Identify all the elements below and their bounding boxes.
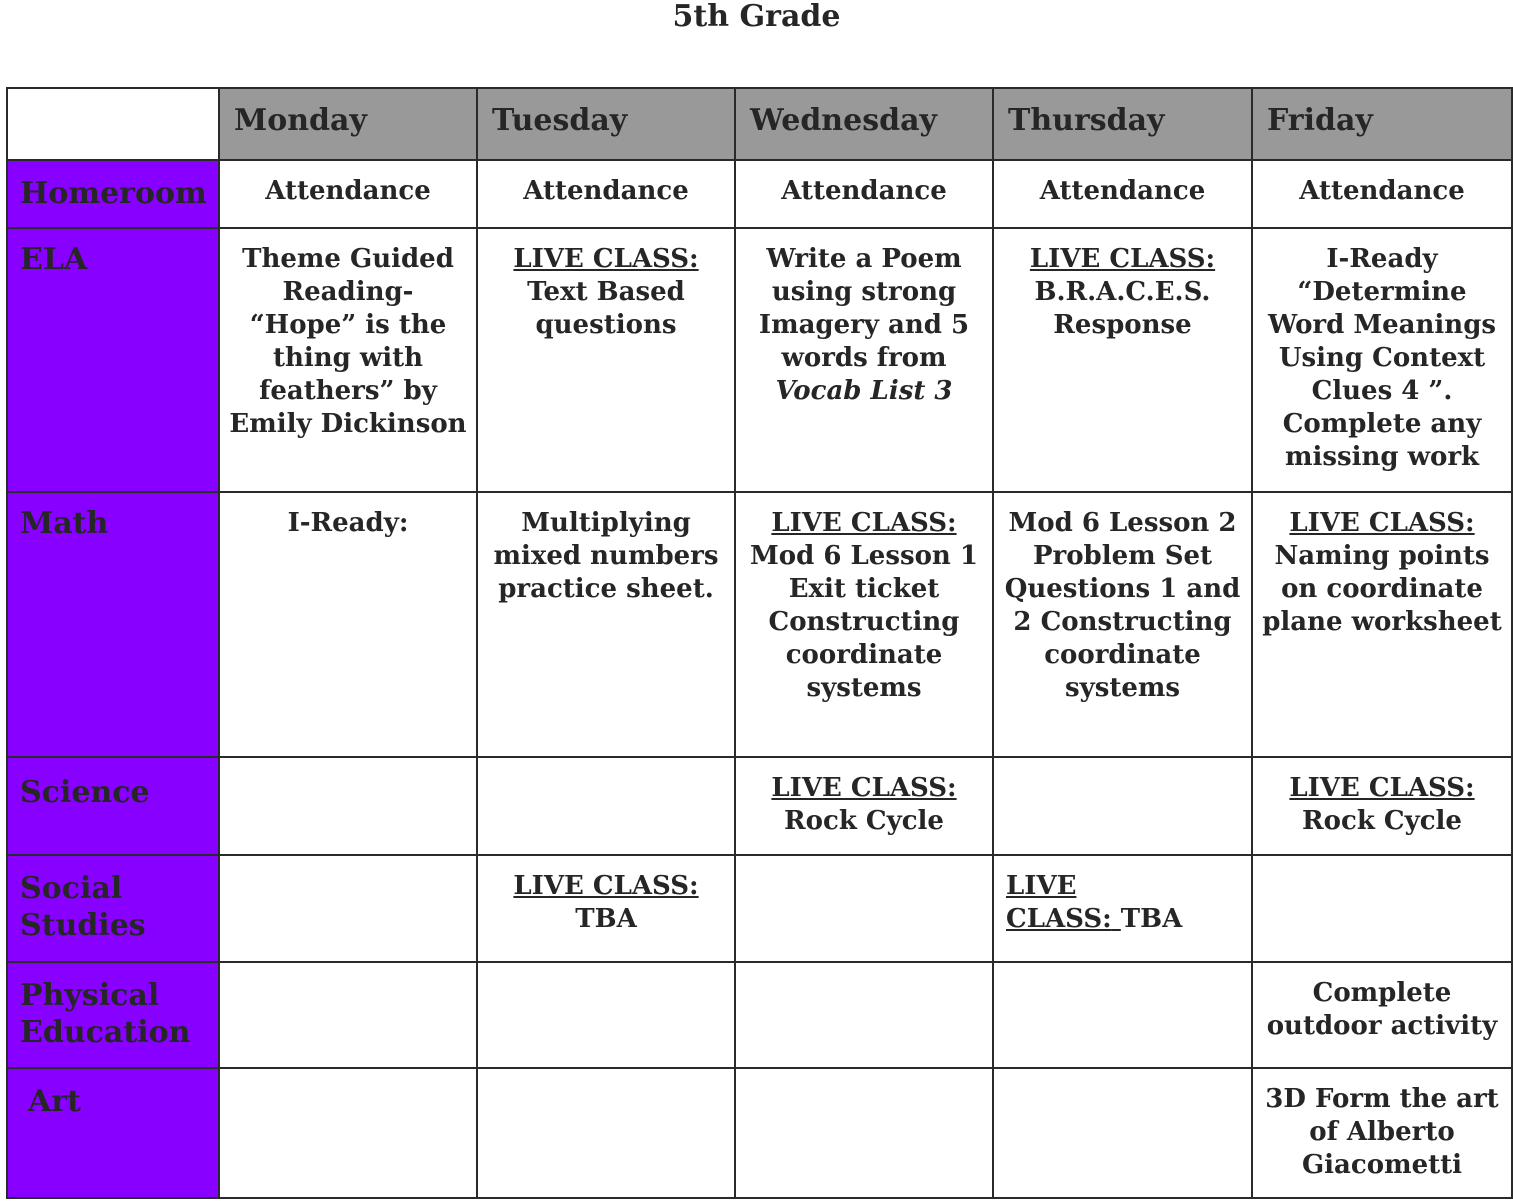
cell-text: Attendance: [523, 176, 689, 206]
cell-text: Write a Poem using strong Imagery and 5 words from: [758, 244, 970, 373]
cell-text: Attendance: [265, 176, 431, 206]
subject-art: Art: [7, 1068, 219, 1198]
cell-math-tuesday: [477, 492, 735, 757]
cell-text: TBA: [1120, 904, 1183, 934]
cell-homeroom-monday: [219, 160, 477, 228]
row-social-studies: [7, 855, 1512, 962]
day-header-thursday: Thursday: [993, 88, 1252, 160]
live-class-label: LIVE CLASS:: [1029, 244, 1216, 274]
cell-science-monday: [219, 757, 477, 855]
cell-social-studies-friday: [1252, 855, 1512, 962]
header-row: [7, 88, 1512, 160]
cell-pe-thursday: [993, 962, 1252, 1068]
subject-homeroom: Homeroom: [7, 160, 219, 228]
subject-physical-education: Physical Education: [7, 962, 219, 1068]
cell-pe-monday: [219, 962, 477, 1068]
cell-text: I-Ready:: [287, 508, 409, 538]
cell-homeroom-wednesday: [735, 160, 993, 228]
cell-pe-wednesday: [735, 962, 993, 1068]
cell-text: Complete outdoor activity: [1266, 978, 1498, 1041]
cell-text: Attendance: [1299, 176, 1465, 206]
cell-social-studies-thursday: [993, 855, 1252, 962]
cell-text: Theme Guided Reading- “Hope” is the thing with feathers” by Emily Dickinson: [229, 244, 467, 439]
cell-text: Attendance: [1039, 176, 1206, 206]
cell-social-studies-wednesday: [735, 855, 993, 962]
cell-ela-monday: [219, 228, 477, 492]
cell-text: Mod 6 Lesson 1 Exit ticket Constructing coordinate systems: [750, 541, 978, 703]
cell-pe-tuesday: [477, 962, 735, 1068]
live-class-label: LIVE CLASS:: [771, 508, 957, 538]
row-homeroom: [7, 160, 1512, 228]
cell-science-thursday: [993, 757, 1252, 855]
separator: [1112, 904, 1121, 934]
schedule-table: [6, 87, 1513, 1199]
day-header-wednesday: Wednesday: [735, 88, 993, 160]
subject-science: Science: [7, 757, 219, 855]
cell-social-studies-monday: [219, 855, 477, 962]
cell-italic-text: [744, 375, 984, 408]
cell-text: Rock Cycle: [1302, 806, 1462, 836]
cell-ela-friday: [1252, 228, 1512, 492]
corner-cell: [7, 88, 219, 160]
live-class-label: LIVE CLASS:: [513, 244, 699, 274]
live-class-label: LIVE CLASS:: [771, 773, 957, 803]
page-title: 5th Grade: [672, 0, 841, 34]
cell-math-wednesday: [735, 492, 993, 757]
cell-social-studies-tuesday: [477, 855, 735, 962]
cell-text: B.R.A.C.E.S. Response: [1034, 277, 1211, 340]
cell-art-friday: [1252, 1068, 1512, 1198]
cell-text: I-Ready “Determine Word Meanings Using Context Clues 4 ”. Complete any missing work: [1267, 244, 1497, 472]
cell-art-monday: [219, 1068, 477, 1198]
cell-homeroom-tuesday: [477, 160, 735, 228]
row-science: [7, 757, 1512, 855]
live-class-label: LIVE CLASS:: [1006, 871, 1112, 934]
cell-text: Naming points on coordinate plane worksheet: [1262, 541, 1502, 637]
live-class-label: LIVE CLASS:: [513, 871, 699, 901]
subject-math: Math: [7, 492, 219, 757]
cell-text: TBA: [575, 904, 637, 934]
row-pe: [7, 962, 1512, 1068]
day-header-friday: Friday: [1252, 88, 1512, 160]
cell-art-thursday: [993, 1068, 1252, 1198]
cell-math-thursday: [993, 492, 1252, 757]
cell-homeroom-thursday: [993, 160, 1252, 228]
cell-science-friday: [1252, 757, 1512, 855]
subject-social-studies: Social Studies: [7, 855, 219, 962]
cell-math-monday: [219, 492, 477, 757]
cell-pe-friday: [1252, 962, 1512, 1068]
cell-text: Multiplying mixed numbers practice sheet.: [493, 508, 719, 604]
cell-homeroom-friday: [1252, 160, 1512, 228]
cell-text: 3D Form the art of Alberto Giacometti: [1265, 1084, 1499, 1180]
cell-science-tuesday: [477, 757, 735, 855]
live-class-label: LIVE CLASS:: [1289, 508, 1475, 538]
cell-text: Attendance: [781, 176, 947, 206]
row-math: [7, 492, 1512, 757]
cell-text: Mod 6 Lesson 2 Problem Set Questions 1 and 2 Constructing coordinate systems: [1004, 508, 1241, 703]
cell-text: Text Based questions: [527, 277, 685, 340]
subject-ela: ELA: [7, 228, 219, 492]
cell-ela-wednesday: [735, 228, 993, 492]
vocab-list-text: Vocab List 3: [775, 376, 953, 406]
row-art: [7, 1068, 1512, 1198]
cell-math-friday: [1252, 492, 1512, 757]
cell-art-wednesday: [735, 1068, 993, 1198]
day-header-tuesday: Tuesday: [477, 88, 735, 160]
row-ela: [7, 228, 1512, 492]
day-header-monday: Monday: [219, 88, 477, 160]
cell-ela-tuesday: [477, 228, 735, 492]
cell-text: Rock Cycle: [784, 806, 944, 836]
cell-art-tuesday: [477, 1068, 735, 1198]
live-class-label: LIVE CLASS:: [1289, 773, 1475, 803]
cell-science-wednesday: [735, 757, 993, 855]
cell-ela-thursday: [993, 228, 1252, 492]
